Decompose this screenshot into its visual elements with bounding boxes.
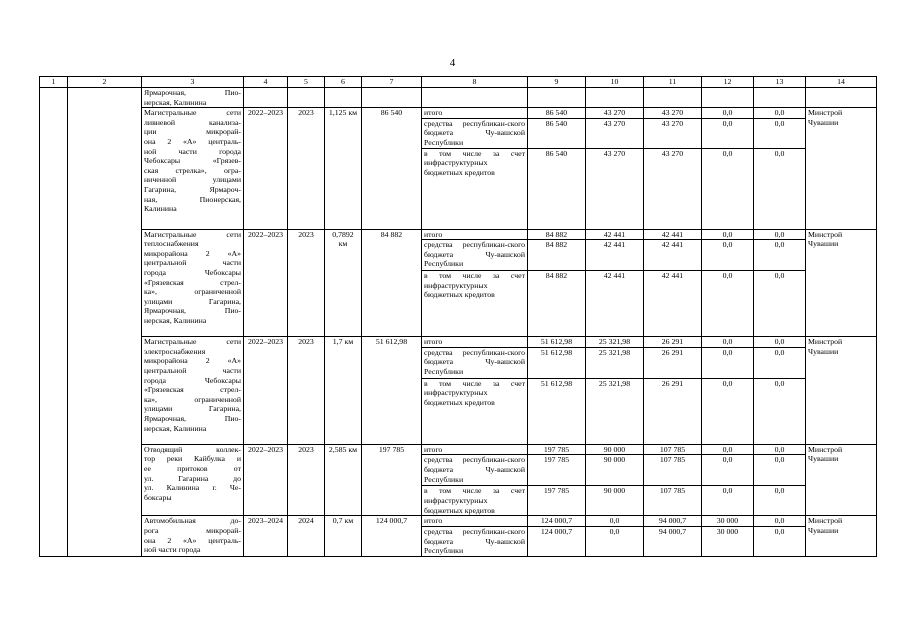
column-header: 8: [422, 77, 528, 88]
column-header: 13: [754, 77, 806, 88]
value-cell: 0,0: [702, 486, 754, 516]
column-header: 5: [288, 77, 325, 88]
period-cell: 2022–2023: [244, 337, 288, 445]
project-name-cell: Отводящий коллек- тор реки Кайбулка и ее притоков от ул. Гагарина до ул. Калинина г. Че- боксары: [142, 444, 244, 516]
value-cell: 84 882: [528, 229, 586, 240]
page-number: 4: [449, 57, 456, 69]
value-cell: 0,0: [754, 347, 806, 378]
empty-cell: [586, 88, 644, 108]
value-cell: 0,0: [702, 337, 754, 348]
value-cell: 42 441: [644, 229, 702, 240]
column-header: 1: [40, 77, 68, 88]
funding-source-cell: средства республикан-ского бюджета Чу-вашской Республики: [422, 118, 528, 148]
value-cell: 42 441: [644, 271, 702, 337]
funding-source-cell: средства республикан-ского бюджета Чу-вашской Республики: [422, 526, 528, 556]
project-name-cell: Магистральные сети электроснабжения микрорайона 2 «А» центральной части города Чебоксары «Грязевская стрел- ка», ограниченной улицами Гагарина, Ярмарочная, Пио- нерская, Калинина: [142, 337, 244, 445]
column-header: 7: [362, 77, 422, 88]
value-cell: 124 000,7: [528, 516, 586, 527]
value-cell: 0,0: [754, 240, 806, 271]
continuation-text: Ярмарочная, Пио- нерская, Калинина: [142, 88, 244, 108]
value-cell: 86 540: [528, 148, 586, 229]
project-row: [40, 337, 877, 348]
funding-source-cell: средства республикан-ского бюджета Чу-вашской Республики: [422, 455, 528, 486]
value-cell: 25 321,98: [586, 337, 644, 348]
period-cell: 2022–2023: [244, 444, 288, 516]
column-header: 10: [586, 77, 644, 88]
funding-source-cell: средства республикан-ского бюджета Чу-вашской Республики: [422, 347, 528, 378]
value-cell: 43 270: [586, 118, 644, 148]
value-cell: 51 612,98: [528, 337, 586, 348]
value-cell: 25 321,98: [586, 378, 644, 444]
value-cell: 26 291: [644, 337, 702, 348]
column-number-row: [40, 77, 877, 88]
value-cell: 0,0: [702, 108, 754, 119]
year-cell: 2024: [288, 516, 325, 557]
subprogram-cell: [68, 88, 142, 557]
project-name-cell: Автомобильная до- рога микрорай- она 2 «А» централь- ной части города: [142, 516, 244, 557]
value-cell: 0,0: [702, 271, 754, 337]
value-cell: 51 612,98: [528, 347, 586, 378]
value-cell: 0,0: [702, 240, 754, 271]
empty-cell: [528, 88, 586, 108]
year-cell: 2023: [288, 108, 325, 229]
value-cell: 0,0: [702, 118, 754, 148]
investment-table: [39, 76, 877, 557]
project-row: [40, 108, 877, 119]
value-cell: 0,0: [754, 516, 806, 527]
value-cell: 51 612,98: [528, 378, 586, 444]
project-name-cell: Магистральные сети ливневой канализа- ции микрорай- она 2 «А» централь- ной части города Чебоксары «Грязев- ская стрелка», огра- ниченной улицами Гагарина, Ярмароч- ная, Пионерская, Калинина: [142, 108, 244, 229]
empty-cell: [754, 88, 806, 108]
period-cell: 2022–2023: [244, 108, 288, 229]
project-row: [40, 516, 877, 527]
executor-cell: Минстрой Чувашии: [806, 108, 877, 229]
value-cell: 0,0: [754, 118, 806, 148]
value-cell: 107 785: [644, 455, 702, 486]
value-cell: 197 785: [528, 486, 586, 516]
value-cell: 43 270: [644, 108, 702, 119]
column-header: 14: [806, 77, 877, 88]
empty-cell: [806, 88, 877, 108]
executor-cell: Минстрой Чувашии: [806, 229, 877, 337]
value-cell: 94 000,7: [644, 516, 702, 527]
empty-cell: [362, 88, 422, 108]
value-cell: 43 270: [586, 108, 644, 119]
cost-cell: 51 612,98: [362, 337, 422, 445]
column-header: 12: [702, 77, 754, 88]
year-cell: 2023: [288, 229, 325, 337]
empty-cell: [244, 88, 288, 108]
value-cell: 197 785: [528, 444, 586, 455]
value-cell: 26 291: [644, 378, 702, 444]
executor-cell: Минстрой Чувашии: [806, 444, 877, 516]
value-cell: 0,0: [754, 444, 806, 455]
value-cell: 42 441: [586, 271, 644, 337]
value-cell: 42 441: [586, 240, 644, 271]
value-cell: 0,0: [754, 108, 806, 119]
column-header: 11: [644, 77, 702, 88]
value-cell: 42 441: [586, 229, 644, 240]
project-name-cell: Магистральные сети теплоснабжения микрорайона 2 «А» центральной части города Чебоксары «Грязевская стрел- ка», ограниченной улицами Гагарина, Ярмарочная, Пио- нерская, Калинина: [142, 229, 244, 337]
value-cell: 0,0: [586, 516, 644, 527]
value-cell: 0,0: [754, 229, 806, 240]
cost-cell: 84 882: [362, 229, 422, 337]
value-cell: 0,0: [754, 455, 806, 486]
value-cell: 86 540: [528, 108, 586, 119]
value-cell: 90 000: [586, 486, 644, 516]
year-cell: 2023: [288, 444, 325, 516]
period-cell: 2023–2024: [244, 516, 288, 557]
value-cell: 30 000: [702, 526, 754, 556]
capacity-cell: 1,125 км: [325, 108, 362, 229]
value-cell: 43 270: [644, 148, 702, 229]
value-cell: 0,0: [702, 148, 754, 229]
funding-source-cell: итого: [422, 229, 528, 240]
project-row: [40, 229, 877, 240]
value-cell: 0,0: [702, 378, 754, 444]
capacity-cell: 1,7 км: [325, 337, 362, 445]
funding-source-cell: итого: [422, 108, 528, 119]
value-cell: 107 785: [644, 486, 702, 516]
executor-cell: Минстрой Чувашии: [806, 337, 877, 445]
empty-cell: [288, 88, 325, 108]
capacity-cell: 2,585 км: [325, 444, 362, 516]
funding-source-cell: средства республикан-ского бюджета Чу-вашской Республики: [422, 240, 528, 271]
empty-cell: [644, 88, 702, 108]
value-cell: 90 000: [586, 444, 644, 455]
column-header: 3: [142, 77, 244, 88]
value-cell: 86 540: [528, 118, 586, 148]
empty-cell: [325, 88, 362, 108]
value-cell: 90 000: [586, 455, 644, 486]
row-number-cell: [40, 88, 68, 557]
funding-source-cell: в том числе за счет инфраструктурных бюджетных кредитов: [422, 271, 528, 337]
project-row: [40, 444, 877, 455]
funding-source-cell: итого: [422, 337, 528, 348]
column-header: 9: [528, 77, 586, 88]
value-cell: 0,0: [702, 455, 754, 486]
value-cell: 124 000,7: [528, 526, 586, 556]
funding-source-cell: в том числе за счет инфраструктурных бюджетных кредитов: [422, 148, 528, 229]
value-cell: 84 882: [528, 271, 586, 337]
empty-cell: [702, 88, 754, 108]
value-cell: 0,0: [754, 271, 806, 337]
value-cell: 0,0: [754, 486, 806, 516]
value-cell: 0,0: [702, 444, 754, 455]
funding-source-cell: в том числе за счет инфраструктурных бюджетных кредитов: [422, 378, 528, 444]
period-cell: 2022–2023: [244, 229, 288, 337]
continuation-row: [40, 88, 877, 108]
value-cell: 0,0: [754, 148, 806, 229]
value-cell: 30 000: [702, 516, 754, 527]
value-cell: 42 441: [644, 240, 702, 271]
column-header: 2: [68, 77, 142, 88]
value-cell: 0,0: [754, 526, 806, 556]
value-cell: 107 785: [644, 444, 702, 455]
cost-cell: 86 540: [362, 108, 422, 229]
empty-cell: [422, 88, 528, 108]
value-cell: 43 270: [644, 118, 702, 148]
capacity-cell: 0,7892 км: [325, 229, 362, 337]
executor-cell: Минстрой Чувашии: [806, 516, 877, 557]
cost-cell: 197 785: [362, 444, 422, 516]
capacity-cell: 0,7 км: [325, 516, 362, 557]
funding-source-cell: итого: [422, 444, 528, 455]
cost-cell: 124 000,7: [362, 516, 422, 557]
value-cell: 26 291: [644, 347, 702, 378]
value-cell: 84 882: [528, 240, 586, 271]
column-header: 6: [325, 77, 362, 88]
funding-source-cell: итого: [422, 516, 528, 527]
value-cell: 43 270: [586, 148, 644, 229]
value-cell: 0,0: [586, 526, 644, 556]
value-cell: 25 321,98: [586, 347, 644, 378]
funding-source-cell: в том числе за счет инфраструктурных бюджетных кредитов: [422, 486, 528, 516]
value-cell: 0,0: [754, 337, 806, 348]
year-cell: 2023: [288, 337, 325, 445]
value-cell: 197 785: [528, 455, 586, 486]
value-cell: 0,0: [702, 229, 754, 240]
value-cell: 0,0: [702, 347, 754, 378]
column-header: 4: [244, 77, 288, 88]
value-cell: 0,0: [754, 378, 806, 444]
value-cell: 94 000,7: [644, 526, 702, 556]
